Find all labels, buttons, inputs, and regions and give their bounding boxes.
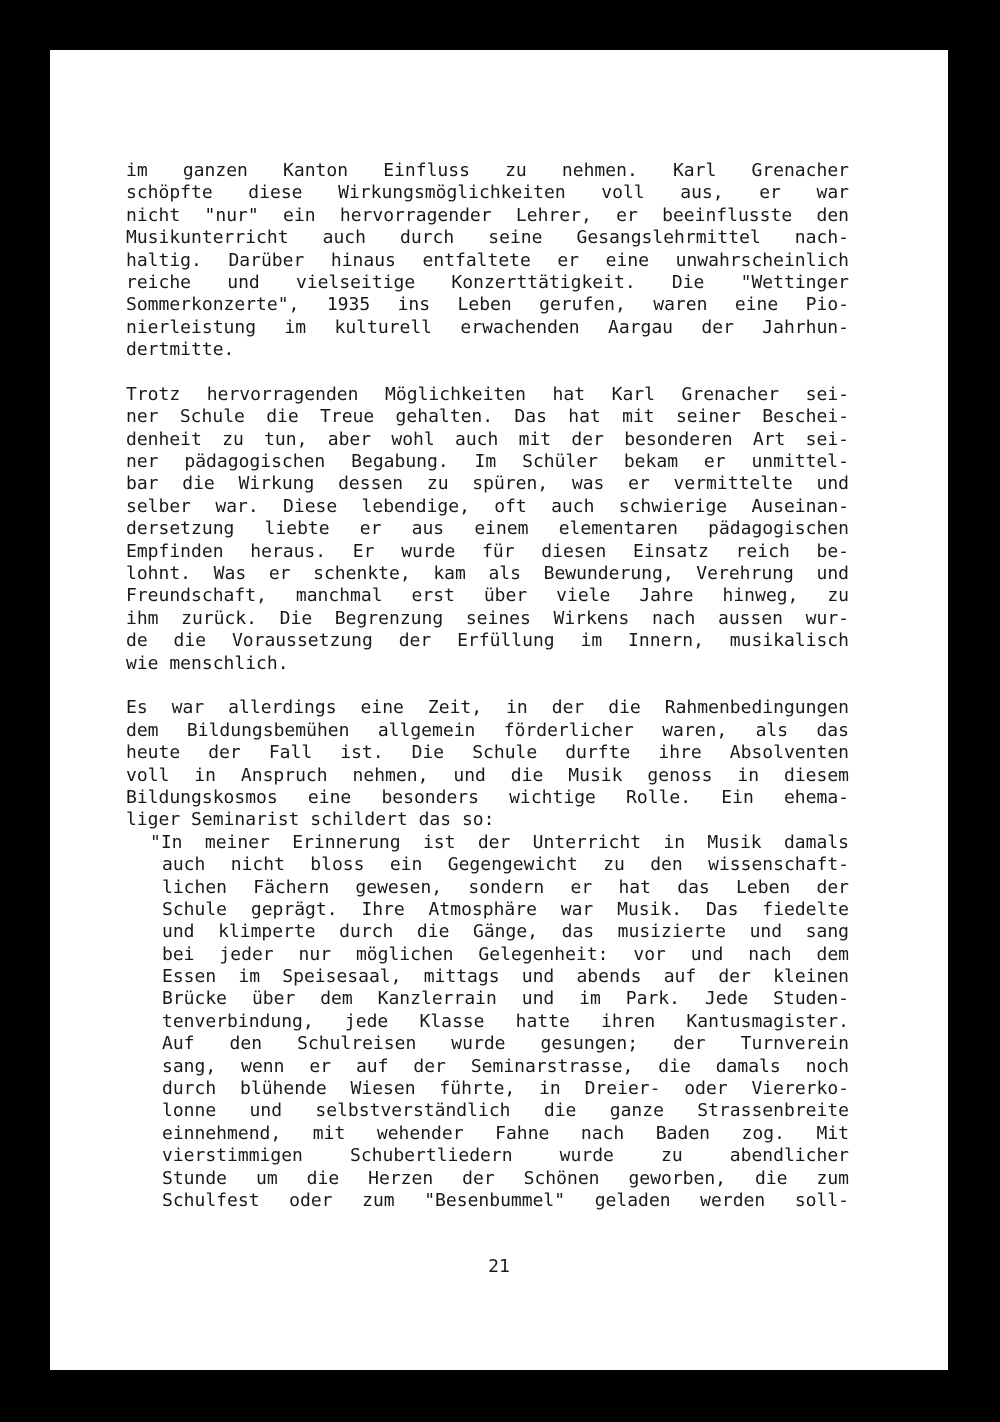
text-line: dertmitte. (126, 339, 235, 361)
text-line: ner pädagogischen Begabung. Im Schüler bekam er unmittel- (126, 451, 849, 473)
text-line: ihm zurück. Die Begrenzung seines Wirkens nach aussen wur- (126, 607, 849, 629)
quote-line: Essen im Speisesaal, mittags und abends auf der kleinen (162, 966, 849, 988)
document-page (50, 50, 948, 1370)
text-line: dem Bildungsbemühen allgemein förderlicher waren, als das (126, 719, 849, 741)
quote-line: auch nicht bloss ein Gegengewicht zu den wissenschaft- (162, 854, 849, 876)
paragraph-1 (126, 160, 849, 362)
text-line: Freundschaft, manchmal erst über viele Jahre hinweg, zu (126, 585, 849, 607)
quote-line: Auf den Schulreisen wurde gesungen; der Turnverein (162, 1033, 849, 1055)
quote-line: Stunde um die Herzen der Schönen geworben, die zum (162, 1167, 849, 1189)
quote-line: sang, wenn er auf der Seminarstrasse, die damals noch (162, 1055, 849, 1077)
paragraph-gap (126, 362, 849, 384)
quote-line: vierstimmigen Schubertliedern wurde zu abendlicher (162, 1145, 849, 1167)
quote-line: Schulfest oder zum "Besenbummel" geladen werden soll- (162, 1189, 849, 1211)
quote-line: lichen Fächern gewesen, sondern er hat das Leben der (162, 876, 849, 898)
block-quote (126, 832, 849, 1213)
text-line: bar die Wirkung dessen zu spüren, was er vermittelte und (126, 473, 849, 495)
text-line: lohnt. Was er schenkte, kam als Bewunderung, Verehrung und (126, 563, 849, 585)
text-line: selber war. Diese lebendige, oft auch schwierige Auseinan- (126, 495, 849, 517)
text-line: de die Voraussetzung der Erfüllung im Innern, musikalisch (126, 630, 849, 652)
text-line: Es war allerdings eine Zeit, in der die Rahmenbedingungen (126, 697, 849, 719)
page-body (126, 160, 849, 1212)
text-line: dersetzung liebte er aus einem elementaren pädagogischen (126, 518, 849, 540)
text-line: heute der Fall ist. Die Schule durfte ihre Absolventen (126, 742, 849, 764)
text-line: wie menschlich. (126, 652, 289, 674)
text-line: im ganzen Kanton Einfluss zu nehmen. Karl Grenacher (126, 160, 849, 181)
quote-line: bei jeder nur möglichen Gelegenheit: vor und nach dem (162, 943, 849, 965)
paragraph-2 (126, 384, 849, 675)
quote-line: lonne und selbstverständlich die ganze Strassenbreite (162, 1100, 849, 1122)
quote-line: und klimperte durch die Gänge, das musizierte und sang (162, 921, 849, 943)
text-line: liger Seminarist schildert das so: (126, 809, 495, 831)
page-number: 21 (488, 1256, 510, 1277)
text-line: nierleistung im kulturell erwachenden Aargau der Jahrhun- (126, 316, 849, 338)
quote-line: tenverbindung, jede Klasse hatte ihren Kantusmagister. (162, 1010, 849, 1032)
text-line: Trotz hervorragenden Möglichkeiten hat Karl Grenacher sei- (126, 383, 849, 405)
paragraph-3 (126, 697, 849, 831)
text-line: schöpfte diese Wirkungsmöglichkeiten voll aus, er war (126, 182, 849, 204)
text-line: haltig. Darüber hinaus entfaltete er eine unwahrscheinlich (126, 249, 849, 271)
text-line: Sommerkonzerte", 1935 ins Leben gerufen, waren eine Pio- (126, 294, 849, 316)
text-line: Bildungskosmos eine besonders wichtige Rolle. Ein ehema- (126, 786, 849, 808)
quote-line: "In meiner Erinnerung ist der Unterricht in Musik damals (150, 831, 849, 853)
quote-line: Schule geprägt. Ihre Atmosphäre war Musik. Das fiedelte (162, 898, 849, 920)
quote-line: einnehmend, mit wehender Fahne nach Baden zog. Mit (162, 1122, 849, 1144)
quote-line: Brücke über dem Kanzlerrain und im Park. Jede Studen- (162, 988, 849, 1010)
paragraph-gap (126, 675, 849, 697)
text-line: nicht "nur" ein hervorragender Lehrer, er beeinflusste den (126, 204, 849, 226)
text-line: Musikunterricht auch durch seine Gesangslehrmittel nach- (126, 227, 849, 249)
text-line: Empfinden heraus. Er wurde für diesen Einsatz reich be- (126, 540, 849, 562)
text-line: ner Schule die Treue gehalten. Das hat mit seiner Beschei- (126, 406, 849, 428)
text-line: denheit zu tun, aber wohl auch mit der besonderen Art sei- (126, 428, 849, 450)
text-line: reiche und vielseitige Konzerttätigkeit. Die "Wettinger (126, 271, 849, 293)
text-line: voll in Anspruch nehmen, und die Musik genoss in diesem (126, 764, 849, 786)
quote-line: durch blühende Wiesen führte, in Dreier- oder Viererko- (162, 1078, 849, 1100)
